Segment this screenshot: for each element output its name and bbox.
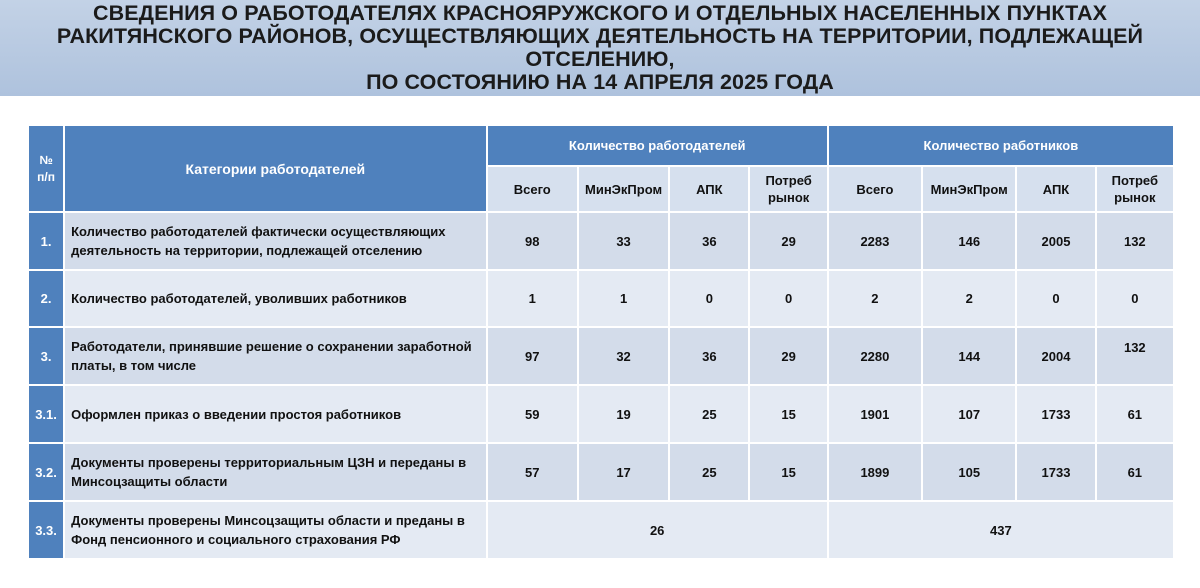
row-category: Оформлен приказ о введении простоя работников (65, 386, 485, 442)
table-row (29, 271, 1173, 326)
cell-value: 19 (579, 386, 668, 442)
cell-value: 32 (579, 328, 668, 384)
title-line-1: СВЕДЕНИЯ О РАБОТОДАТЕЛЯХ КРАСНОЯРУЖСКОГО И ОТДЕЛЬНЫХ НАСЕЛЕННЫХ ПУНКТАХ (92, 1, 1108, 25)
title-line-3: ОТСЕЛЕНИЮ, (525, 47, 675, 71)
cell-value: 36 (670, 213, 748, 269)
table-row (29, 502, 1173, 558)
header-category: Категории работодателей (65, 126, 485, 211)
header-sub-workers-minekprom: МинЭкПром (923, 167, 1015, 211)
row-category: Работодатели, принявшие решение о сохранении заработной платы, в том числе (65, 328, 485, 384)
header-sub-employers-minekprom: МинЭкПром (579, 167, 668, 211)
header-sub-employers-total: Всего (488, 167, 577, 211)
header-sub-workers-potreb: Потреб рынок (1097, 167, 1173, 211)
cell-value: 2004 (1017, 328, 1094, 384)
cell-value: 33 (579, 213, 668, 269)
cell-value: 1733 (1017, 444, 1094, 500)
cell-value: 61 (1097, 386, 1173, 442)
cell-value: 98 (488, 213, 577, 269)
cell-value: 144 (923, 328, 1015, 384)
cell-value: 107 (923, 386, 1015, 442)
table-row (29, 386, 1173, 442)
cell-value: 97 (488, 328, 577, 384)
header-row-1 (29, 126, 1173, 165)
cell-employers-total: 26 (488, 502, 827, 558)
cell-value: 132 (1097, 213, 1173, 269)
header-sub-employers-potreb: Потреб рынок (750, 167, 826, 211)
table-row (29, 213, 1173, 269)
row-number: 3.2. (29, 444, 63, 500)
cell-value: 25 (670, 444, 748, 500)
cell-value: 25 (670, 386, 748, 442)
header-sub-employers-apk: АПК (670, 167, 748, 211)
header-sub-workers-apk: АПК (1017, 167, 1094, 211)
cell-value: 1733 (1017, 386, 1094, 442)
cell-value: 2 (829, 271, 921, 326)
row-number: 3. (29, 328, 63, 384)
title-line-2: РАКИТЯНСКОГО РАЙОНОВ, ОСУЩЕСТВЛЯЮЩИХ ДЕЯТЕЛЬНОСТЬ НА ТЕРРИТОРИИ, ПОДЛЕЖАЩЕЙ (56, 24, 1144, 48)
cell-value: 0 (1097, 271, 1173, 326)
row-category: Количество работодателей фактически осуществляющих деятельность на территории, подлежащей отселению (65, 213, 485, 269)
header-employers-group: Количество работодателей (488, 126, 827, 165)
page-title (0, 2, 1200, 94)
cell-value: 0 (1017, 271, 1094, 326)
cell-value: 132 (1097, 328, 1173, 384)
cell-value: 17 (579, 444, 668, 500)
row-number: 1. (29, 213, 63, 269)
cell-value: 0 (670, 271, 748, 326)
cell-value: 29 (750, 328, 826, 384)
cell-value: 57 (488, 444, 577, 500)
cell-value: 2280 (829, 328, 921, 384)
table-row (29, 328, 1173, 384)
table-row (29, 444, 1173, 500)
header-sub-workers-total: Всего (829, 167, 921, 211)
row-number: 3.1. (29, 386, 63, 442)
row-category: Документы проверены Минсоцзащиты области и преданы в Фонд пенсионного и социального страхования РФ (65, 502, 485, 558)
header-workers-group: Количество работников (829, 126, 1173, 165)
header-num: № п/п (29, 126, 63, 211)
cell-value: 2005 (1017, 213, 1094, 269)
cell-value: 146 (923, 213, 1015, 269)
row-category: Документы проверены территориальным ЦЗН и переданы в Минсоцзащиты области (65, 444, 485, 500)
cell-value: 1 (488, 271, 577, 326)
employers-table (27, 124, 1175, 560)
row-category: Количество работодателей, уволивших работников (65, 271, 485, 326)
cell-value: 61 (1097, 444, 1173, 500)
cell-value: 105 (923, 444, 1015, 500)
cell-value: 1899 (829, 444, 921, 500)
row-number: 3.3. (29, 502, 63, 558)
cell-value: 2 (923, 271, 1015, 326)
cell-value: 59 (488, 386, 577, 442)
cell-value: 15 (750, 444, 826, 500)
cell-value: 1 (579, 271, 668, 326)
title-line-4: ПО СОСТОЯНИЮ НА 14 АПРЕЛЯ 2025 ГОДА (366, 70, 834, 94)
row-number: 2. (29, 271, 63, 326)
cell-value: 2283 (829, 213, 921, 269)
cell-value: 0 (750, 271, 826, 326)
cell-workers-total: 437 (829, 502, 1173, 558)
cell-value: 1901 (829, 386, 921, 442)
cell-value: 15 (750, 386, 826, 442)
cell-value: 29 (750, 213, 826, 269)
cell-value: 36 (670, 328, 748, 384)
